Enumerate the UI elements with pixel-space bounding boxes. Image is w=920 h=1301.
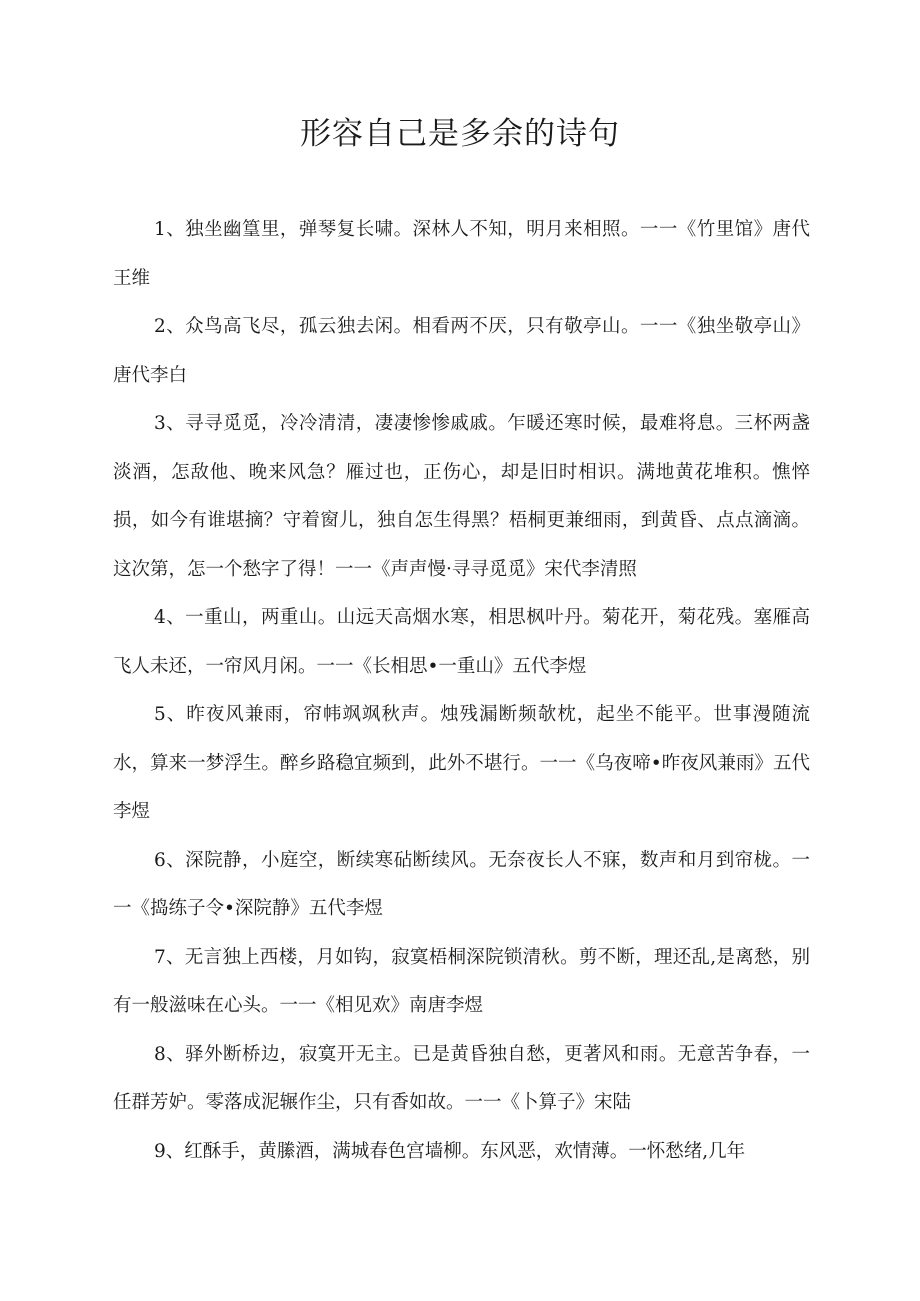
poem-paragraph: 7、无言独上西楼，月如钩，寂寞梧桐深院锁清秋。剪不断，理还乱,是离愁，别有一般滋味在心头。一一《相见欢》南唐李煜 — [113, 946, 810, 1016]
poem-paragraph: 4、一重山，两重山。山远天高烟水寒，相思枫叶丹。菊花开，菊花残。塞雁高飞人未还，一帘风月闲。一一《长相思•一重山》五代李煜 — [113, 607, 810, 677]
poem-paragraph: 6、深院静，小庭空，断续寒砧断续风。无奈夜长人不寐，数声和月到帘栊。一一《捣练子令•深院静》五代李煜 — [113, 849, 810, 919]
poem-paragraph: 5、昨夜风兼雨，帘帏飒飒秋声。烛残漏断频欹枕，起坐不能平。世事漫随流水，算来一梦浮生。醉乡路稳宜频到，此外不堪行。一一《乌夜啼•昨夜风兼雨》五代李煜 — [113, 704, 810, 822]
poem-paragraph: 9、红酥手，黄縢酒，满城春色宫墙柳。东风恶，欢情薄。一怀愁绪,几年 — [154, 1140, 746, 1162]
page-title: 形容自己是多余的诗句 — [300, 116, 620, 152]
poem-paragraph: 1、独坐幽篁里，弹琴复长啸。深林人不知，明月来相照。一一《竹里馆》唐代王维 — [113, 219, 810, 289]
poem-paragraph: 3、寻寻觅觅，冷冷清清，凄凄惨惨戚戚。乍暖还寒时候，最难将息。三杯两盏淡酒，怎敌他、晚来风急？雁过也，正伤心，却是旧时相识。满地黄花堆积。憔悴损，如今有谁堪摘？守着窗儿，独自怎生得黑？梧桐更兼细雨，到黄昏、点点滴滴。这次第，怎一个愁字了得！一一《声声慢·寻寻觅觅》宋代李清照 — [113, 413, 810, 580]
poem-list — [113, 206, 810, 1176]
poem-paragraph: 2、众鸟高飞尽，孤云独去闲。相看两不厌，只有敬亭山。一一《独坐敬亭山》唐代李白 — [113, 316, 810, 386]
poem-paragraph: 8、驿外断桥边，寂寞开无主。已是黄昏独自愁，更著风和雨。无意苦争春，一任群芳妒。零落成泥辗作尘，只有香如故。一一《卜算子》宋陆 — [113, 1043, 810, 1113]
